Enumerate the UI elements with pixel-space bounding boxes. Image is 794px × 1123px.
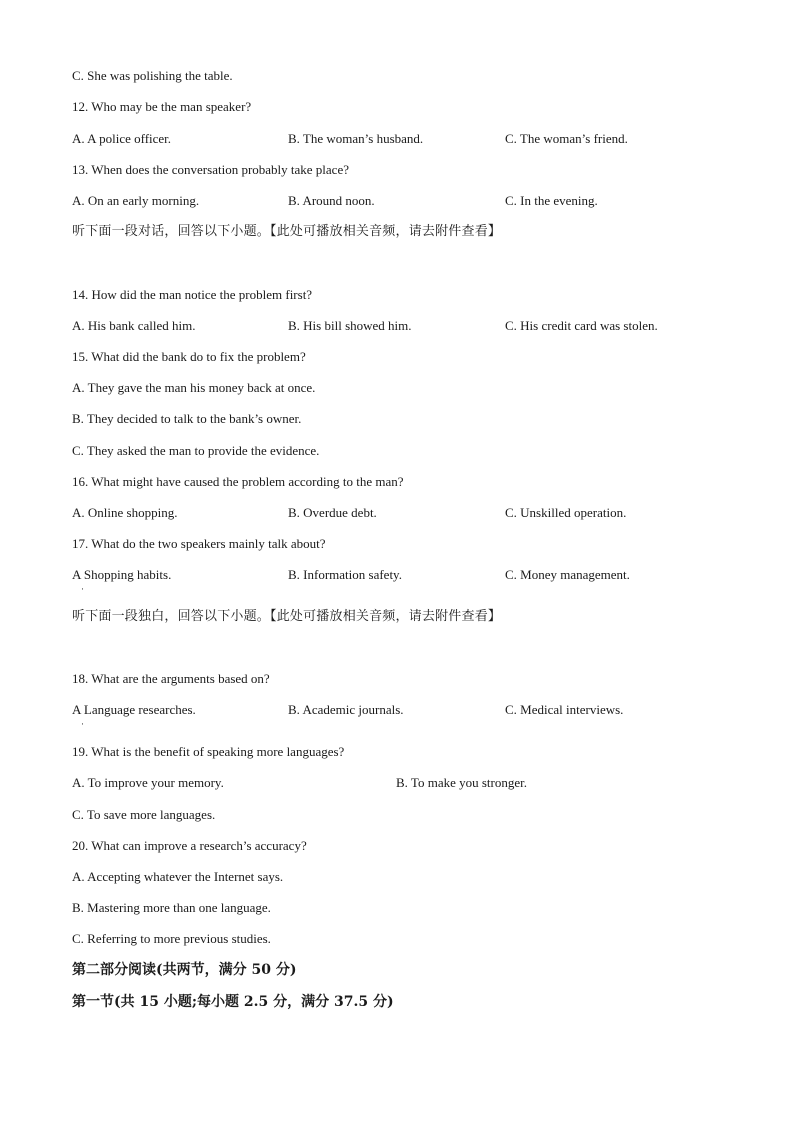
- q16-option-b: B. Overdue debt.: [288, 505, 377, 520]
- q20-stem: 20. What can improve a research’s accuracy?: [72, 838, 307, 853]
- part2-heading: 第二部分阅读(共两节，满分 50 分): [72, 962, 297, 978]
- q15-stem: 15. What did the bank do to fix the problem?: [72, 349, 306, 364]
- q17-option-c: C. Money management.: [505, 567, 630, 582]
- q15-option-b: B. They decided to talk to the bank’s owner.: [72, 411, 302, 426]
- q17-option-b: B. Information safety.: [288, 567, 402, 582]
- q16-option-a: A. Online shopping.: [72, 505, 178, 520]
- q15-option-a: A. They gave the man his money back at once.: [72, 380, 316, 395]
- q13-stem: 13. When does the conversation probably take place?: [72, 162, 349, 177]
- section1-heading: 第一节(共 15 小题;每小题 2.5 分，满分 37.5 分): [72, 994, 394, 1010]
- q19-stem: 19. What is the benefit of speaking more languages?: [72, 744, 345, 759]
- q16-stem: 16. What might have caused the problem according to the man?: [72, 474, 404, 489]
- q18-stem: 18. What are the arguments based on?: [72, 671, 270, 686]
- q18-option-b: B. Academic journals.: [288, 702, 404, 717]
- q14-option-c: C. His credit card was stolen.: [505, 318, 658, 333]
- q18-option-a: A Language researches.: [72, 702, 196, 717]
- q14-option-a: A. His bank called him.: [72, 318, 196, 333]
- q20-option-a: A. Accepting whatever the Internet says.: [72, 869, 284, 884]
- decorative-dot: ·: [81, 719, 84, 729]
- q17-stem: 17. What do the two speakers mainly talk about?: [72, 536, 326, 551]
- q19-option-a: A. To improve your memory.: [72, 775, 224, 790]
- q12-stem: 12. Who may be the man speaker?: [72, 99, 252, 114]
- q20-option-b: B. Mastering more than one language.: [72, 900, 271, 915]
- q12-option-a: A. A police officer.: [72, 131, 172, 146]
- listening-instruction-monologue: 听下面一段独白，回答以下小题。【此处可播放相关音频，请去附件查看】: [72, 609, 502, 624]
- listening-instruction-dialogue: 听下面一段对话，回答以下小题。【此处可播放相关音频，请去附件查看】: [72, 224, 502, 239]
- q16-option-c: C. Unskilled operation.: [505, 505, 627, 520]
- q13-option-a: A. On an early morning.: [72, 193, 200, 208]
- q19-option-b: B. To make you stronger.: [396, 775, 528, 790]
- q13-option-b: B. Around noon.: [288, 193, 375, 208]
- q13-option-c: C. In the evening.: [505, 193, 598, 208]
- q11-option-c: C. She was polishing the table.: [72, 68, 233, 83]
- q15-option-c: C. They asked the man to provide the evidence.: [72, 443, 320, 458]
- decorative-dot: ·: [81, 584, 84, 594]
- q18-option-c: C. Medical interviews.: [505, 702, 624, 717]
- q14-stem: 14. How did the man notice the problem first?: [72, 287, 313, 302]
- q19-option-c: C. To save more languages.: [72, 807, 216, 822]
- q12-option-b: B. The woman’s husband.: [288, 131, 424, 146]
- q12-option-c: C. The woman’s friend.: [505, 131, 628, 146]
- q14-option-b: B. His bill showed him.: [288, 318, 412, 333]
- q20-option-c: C. Referring to more previous studies.: [72, 931, 271, 946]
- q17-option-a: A Shopping habits.: [72, 567, 172, 582]
